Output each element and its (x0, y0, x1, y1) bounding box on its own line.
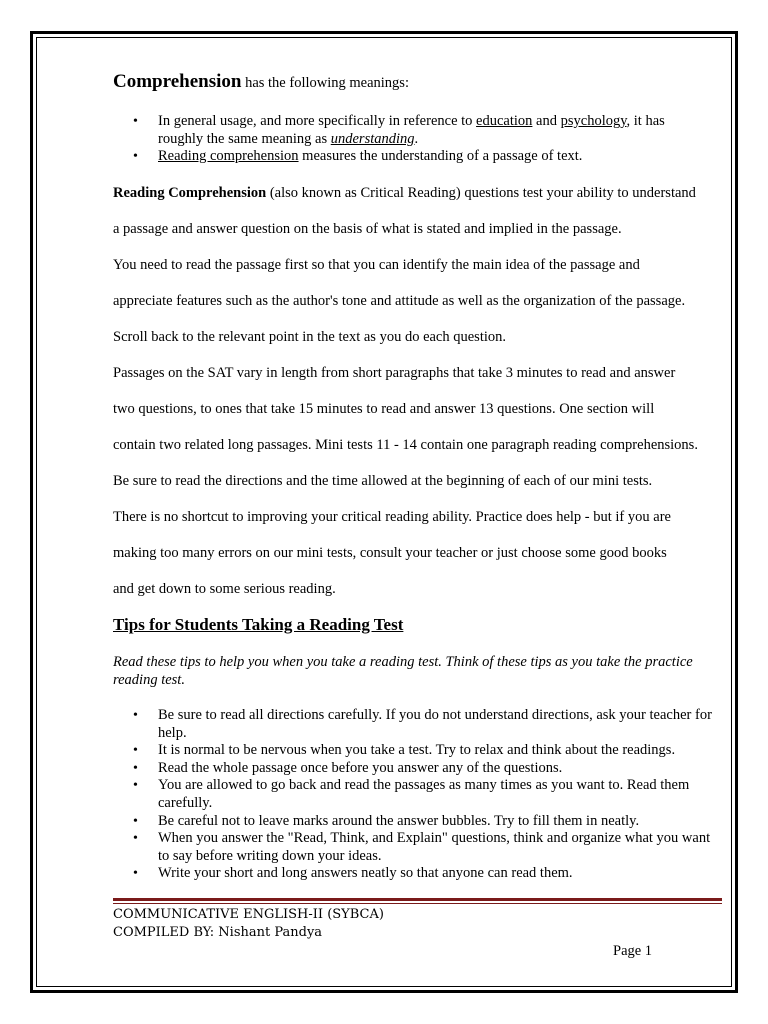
meaning-1-text-c: , it has roughly the same meaning as (158, 113, 665, 147)
footer-rule-thin (113, 903, 722, 904)
tips-heading: Tips for Students Taking a Reading Test (113, 615, 404, 634)
reading-comprehension-link[interactable]: Reading comprehension (158, 148, 299, 165)
tip-item: • Be sure to read all directions carefully. If you do not understand directions, ask your teacher for help. (113, 707, 718, 742)
para1-line3: You need to read the passage first so that you can identify the main idea of the passage and (113, 257, 640, 273)
para3-line2: making too many errors on our mini tests, consult your teacher or just choose some good books (113, 545, 667, 561)
para1-line4: appreciate features such as the author's tone and attitude as well as the organization of the passage. (113, 293, 686, 309)
para2-line2: two questions, to ones that take 15 minutes to read and answer 13 questions. One section will (113, 401, 655, 417)
tips-list (113, 707, 718, 883)
footer-course: COMMUNICATIVE ENGLISH-II (SYBCA) (113, 907, 384, 922)
education-link[interactable]: education (476, 113, 533, 129)
para2-line4: Be sure to read the directions and the time allowed at the beginning of each of our mini tests. (113, 473, 653, 489)
tips-intro: Read these tips to help you when you take a reading test. Think of these tips as you take the practice reading test. (113, 654, 693, 688)
tip-item: • When you answer the "Read, Think, and Explain" questions, think and organize what you want to say before writing down your ideas. (113, 830, 718, 865)
meaning-item-2 (113, 148, 713, 166)
footer-rule-thick (113, 898, 722, 901)
para2-line3: contain two related long passages. Mini tests 11 - 14 contain one paragraph reading comprehensions. (113, 437, 698, 453)
tip-item: • You are allowed to go back and read the passages as many times as you want to. Read them carefully. (113, 777, 718, 812)
intro-rest: has the following meanings: (241, 75, 409, 91)
tip-item: • Read the whole passage once before you answer any of the questions. (113, 760, 718, 778)
intro-line (113, 71, 409, 93)
para3-line1: There is no shortcut to improving your critical reading ability. Practice does help - but if you are (113, 509, 671, 525)
meaning-1-text-a: In general usage, and more specifically in reference to (158, 113, 477, 129)
reading-comprehension-bold: Reading Comprehension (113, 185, 267, 201)
para2-line1: Passages on the SAT vary in length from short paragraphs that take 3 minutes to read and answer (113, 365, 676, 381)
tip-item: • It is normal to be nervous when you take a test. Try to relax and think about the readings. (113, 742, 718, 760)
meaning-2-text: measures the understanding of a passage of text. (298, 148, 583, 165)
para1-line5: Scroll back to the relevant point in the text as you do each question. (113, 329, 507, 345)
tip-item: • Write your short and long answers neatly so that anyone can read them. (113, 865, 718, 883)
footer-compiled-by: COMPILED BY: Nishant Pandya (113, 925, 323, 940)
understanding-link[interactable]: understanding (330, 130, 415, 147)
meaning-1-text-d: . (414, 130, 419, 147)
page-number: Page 1 (613, 943, 653, 959)
tip-item: • Be careful not to leave marks around the answer bubbles. Try to fill them in neatly. (113, 813, 718, 831)
para1-line1-rest: (also known as Critical Reading) questions test your ability to understand (266, 185, 696, 201)
para1-line1 (113, 184, 696, 202)
para3-line3: and get down to some serious reading. (113, 581, 336, 597)
meanings-list (113, 113, 713, 166)
meaning-item-1 (113, 113, 713, 148)
para1-line2: a passage and answer question on the basis of what is stated and implied in the passage. (113, 221, 622, 237)
meaning-1-text-b: and (532, 113, 561, 129)
psychology-link[interactable]: psychology (560, 113, 627, 129)
comprehension-term: Comprehension (113, 71, 242, 92)
